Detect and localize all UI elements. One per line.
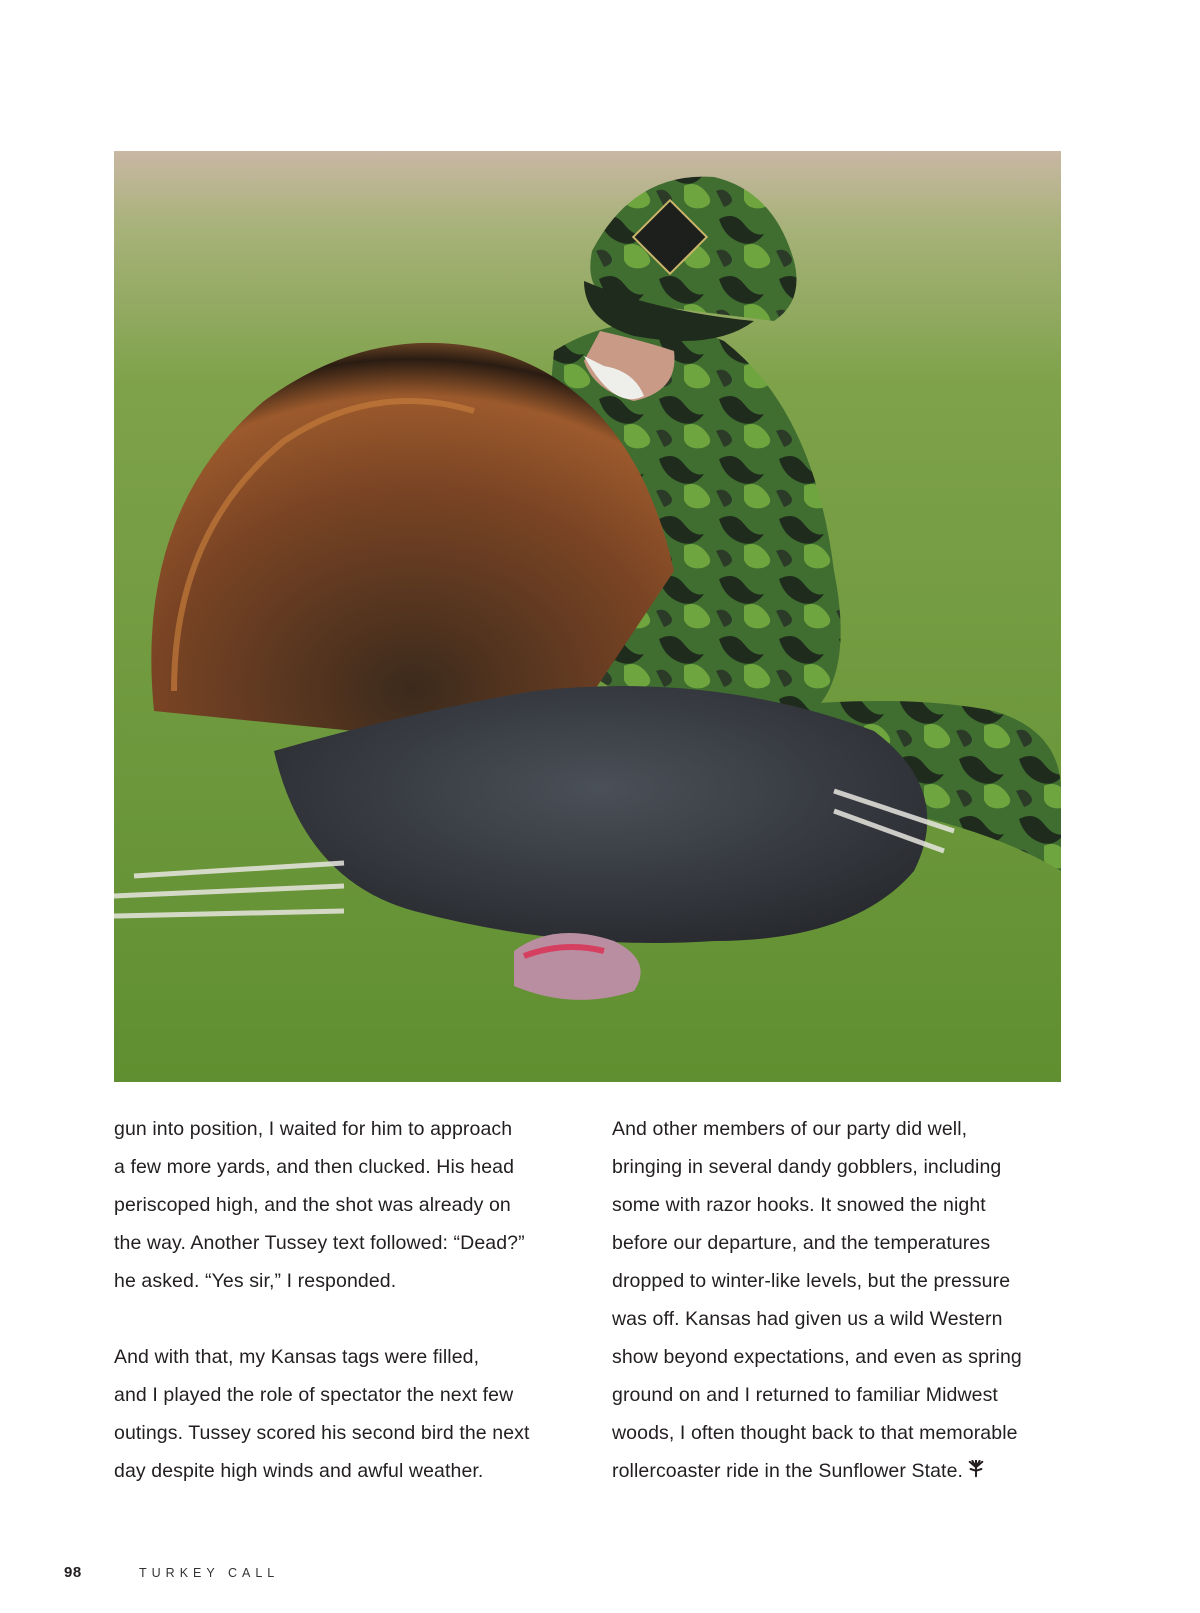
text-column-left <box>114 1110 584 1528</box>
feature-photo <box>114 151 1061 1082</box>
page-number: 98 <box>64 1564 82 1581</box>
turkey-endmark-icon <box>967 1460 985 1478</box>
text-line: some with razor hooks. It snowed the night <box>612 1194 986 1216</box>
turkey-photo-icon <box>114 151 1061 1082</box>
paragraph <box>612 1110 1072 1490</box>
text-line: and I played the role of spectator the next few <box>114 1384 514 1406</box>
text-line: woods, I often thought back to that memorable <box>612 1422 1018 1444</box>
text-line: And other members of our party did well, <box>612 1118 968 1140</box>
text-line: And with that, my Kansas tags were filled, <box>114 1346 480 1368</box>
text-line: dropped to winter-like levels, but the pressure <box>612 1270 1011 1292</box>
text-line: was off. Kansas had given us a wild Western <box>612 1308 1003 1330</box>
text-line: before our departure, and the temperatures <box>612 1232 991 1254</box>
text-line: day despite high winds and awful weather. <box>114 1460 484 1482</box>
text-line: show beyond expectations, and even as spring <box>612 1346 1022 1368</box>
text-column-right <box>612 1110 1072 1528</box>
text-line: outings. Tussey scored his second bird the next <box>114 1422 530 1444</box>
text-line: he asked. “Yes sir,” I responded. <box>114 1270 397 1292</box>
text-line-final <box>612 1452 1072 1490</box>
text-line: the way. Another Tussey text followed: “Dead?” <box>114 1232 525 1254</box>
text-line: a few more yards, and then clucked. His head <box>114 1156 515 1178</box>
text-line: periscoped high, and the shot was already on <box>114 1194 511 1216</box>
magazine-name: TURKEY CALL <box>139 1566 280 1580</box>
text-line: gun into position, I waited for him to approach <box>114 1118 513 1140</box>
text-line: bringing in several dandy gobblers, including <box>612 1156 1002 1178</box>
text-line: ground on and I returned to familiar Midwest <box>612 1384 998 1406</box>
paragraph <box>114 1338 584 1490</box>
paragraph <box>114 1110 584 1300</box>
text-line-final-text: rollercoaster ride in the Sunflower State. <box>612 1460 964 1482</box>
